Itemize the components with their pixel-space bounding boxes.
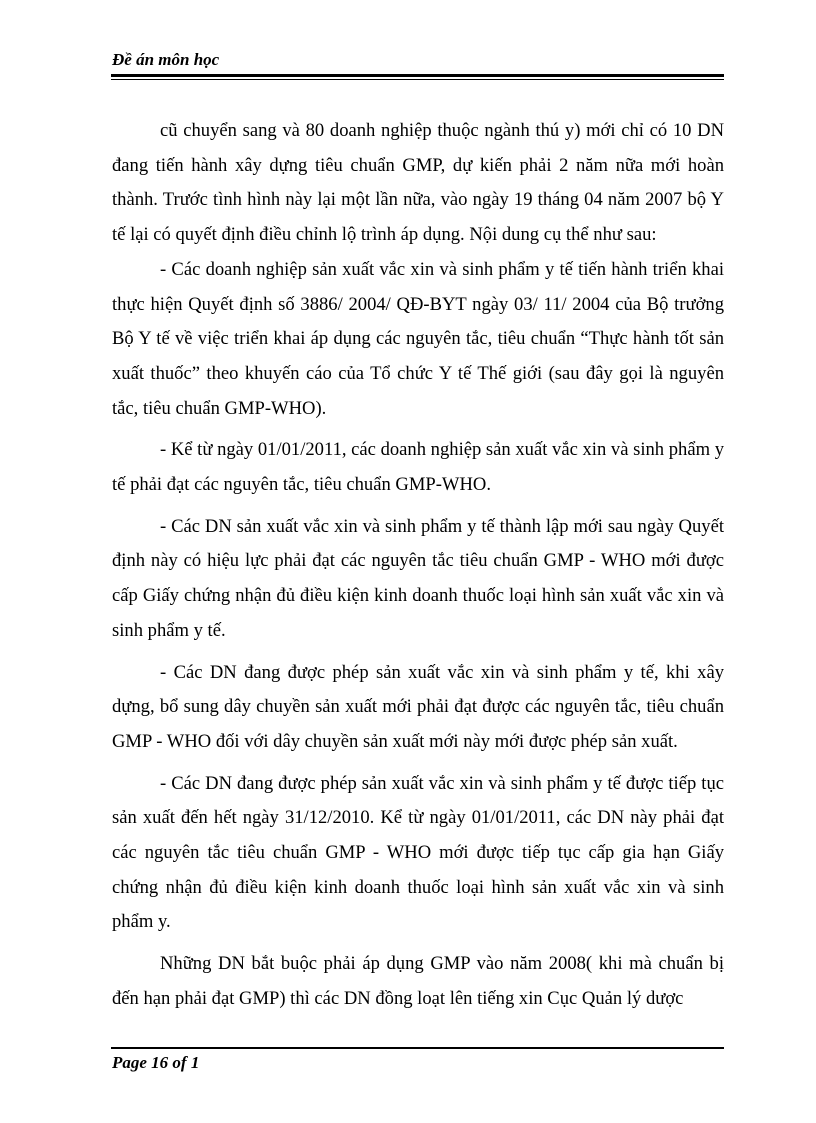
header-rule-thin — [111, 79, 724, 80]
footer-rule — [111, 1047, 724, 1049]
paragraph-3: - Kể từ ngày 01/01/2011, các doanh nghiệp sản xuất vắc xin và sinh phẩm y tế phải đạt các nguyên tắc, tiêu chuẩn GMP-WHO. — [112, 439, 724, 496]
paragraph-1: cũ chuyển sang và 80 doanh nghiệp thuộc ngành thú y) mới chỉ có 10 DN đang tiến hành xây dựng tiêu chuẩn GMP, dự kiến phải 2 năm nữa mới hoàn thành. Trước tình hình này lại một lần nữa, vào ngày 19 tháng 04 năm 2007 bộ Y tế lại có quyết định điều chỉnh lộ trình áp dụng. Nội dung cụ thể như sau: — [112, 120, 724, 246]
paragraph-5: - Các DN đang được phép sản xuất vắc xin và sinh phẩm y tế, khi xây dựng, bổ sung dây chuyền sản xuất mới phải đạt được các nguyên tắc, tiêu chuẩn GMP - WHO đối với dây chuyền sản xuất mới này mới được phép sản xuất. — [112, 661, 724, 752]
paragraph-7: Những DN bắt buộc phải áp dụng GMP vào năm 2008( khi mà chuẩn bị đến hạn phải đạt GMP) thì các DN đồng loạt lên tiếng xin Cục Quản lý dược — [112, 953, 724, 1009]
paragraph-4: - Các DN sản xuất vắc xin và sinh phẩm y tế thành lập mới sau ngày Quyết định này có hiệu lực phải đạt các nguyên tắc tiêu chuẩn GMP - WHO mới được cấp Giấy chứng nhận đủ điều kiện kinh doanh thuốc loại hình sản xuất vắc xin và sinh phẩm y tế. — [112, 515, 724, 641]
page-number: Page 16 of 1 — [112, 1053, 200, 1072]
document-body — [112, 114, 724, 1017]
paragraph-6: - Các DN đang được phép sản xuất vắc xin và sinh phẩm y tế được tiếp tục sản xuất đến hết ngày 31/12/2010. Kể từ ngày 01/01/2011, các DN này phải đạt các nguyên tắc tiêu chuẩn GMP - WHO mới được tiếp tục cấp gia hạn Giấy chứng nhận đủ điều kiện kinh doanh thuốc loại hình sản xuất vắc xin và sinh phẩm y. — [112, 772, 724, 933]
header-rule — [111, 74, 724, 77]
paragraph-2: - Các doanh nghiệp sản xuất vắc xin và sinh phẩm y tế tiến hành triển khai thực hiện Quyết định số 3886/ 2004/ QĐ-BYT ngày 03/ 11/ 2004 của Bộ trưởng Bộ Y tế về việc triển khai áp dụng các nguyên tắc, tiêu chuẩn “Thực hành tốt sản xuất thuốc” theo khuyến cáo của Tổ chức Y tế Thế giới (sau đây gọi là nguyên tắc, tiêu chuẩn GMP-WHO). — [112, 258, 724, 419]
page-header-title: Đề án môn học — [112, 50, 220, 69]
